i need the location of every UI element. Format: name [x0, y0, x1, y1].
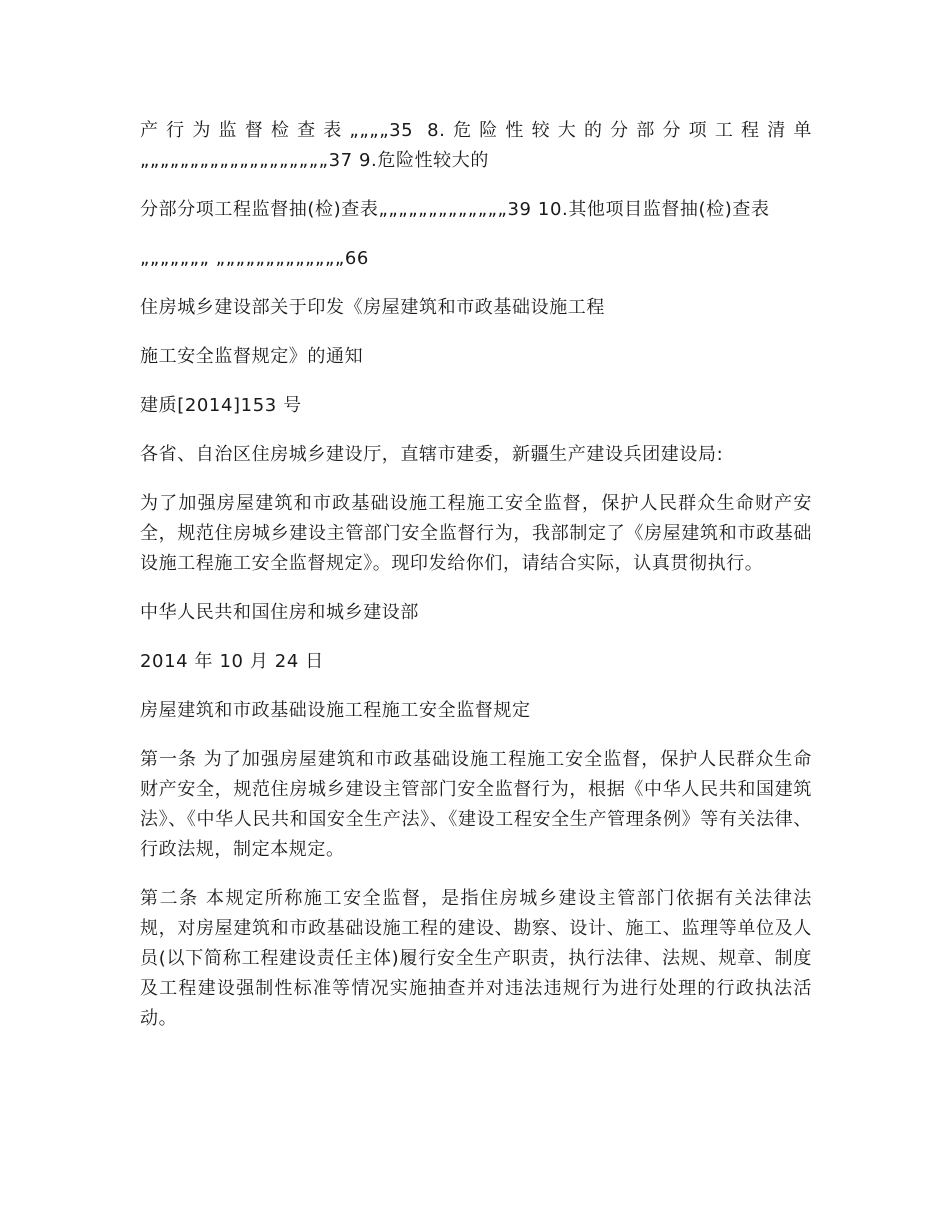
- toc-line-2: 分部分项工程监督抽(检)查表„„„„„„„„„„„„„39 10.其他项目监督抽(检)查表: [140, 199, 770, 220]
- notice-body: 为了加强房屋建筑和市政基础设施工程施工安全监督，保护人民群众生命财产安全，规范住房城乡建设主管部门安全监督行为，我部制定了《房屋建筑和市政基础设施工程施工安全监督规定》。现印发给你们，请结合实际，认真贯彻执行。: [140, 493, 812, 574]
- notice-title-line-1: 住房城乡建设部关于印发《房屋建筑和市政基础设施工程: [140, 297, 605, 318]
- notice-issuer: 中华人民共和国住房和城乡建设部: [140, 602, 419, 623]
- notice-addressee: 各省、自治区住房城乡建设厅，直辖市建委，新疆生产建设兵团建设局:: [140, 444, 724, 465]
- notice-date: 2014 年 10 月 24 日: [140, 651, 324, 672]
- regulation-article-1: 第一条 为了加强房屋建筑和市政基础设施工程施工安全监督，保护人民群众生命财产安全，规范住房城乡建设主管部门安全监督行为，根据《中华人民共和国建筑法》、《中华人民共和国安全生产法》、《建设工程安全生产管理条例》等有关法律、行政法规，制定本规定。: [140, 749, 812, 860]
- regulation-title: 房屋建筑和市政基础设施工程施工安全监督规定: [140, 700, 531, 721]
- document-page: [140, 116, 812, 1053]
- regulation-article-2: 第二条 本规定所称施工安全监督，是指住房城乡建设主管部门依据有关法律法规，对房屋建筑和市政基础设施工程的建设、勘察、设计、施工、监理等单位及人员(以下简称工程建设责任主体)履行安全生产职责，执行法律、法规、规章、制度及工程建设强制性标准等情况实施抽查并对违法违规行为进行处理的行政执法活动。: [140, 888, 812, 1029]
- toc-line-1: 产行为监督检查表„„„„35 8.危险性较大的分部分项工程清单„„„„„„„„„„„„„„„„„„„37 9.危险性较大的: [140, 120, 812, 171]
- notice-doc-number: 建质[2014]153 号: [140, 395, 302, 416]
- toc-line-3: „„„„„„„ „„„„„„„„„„„„„66: [140, 248, 369, 269]
- notice-title-line-2: 施工安全监督规定》的通知: [140, 346, 364, 367]
